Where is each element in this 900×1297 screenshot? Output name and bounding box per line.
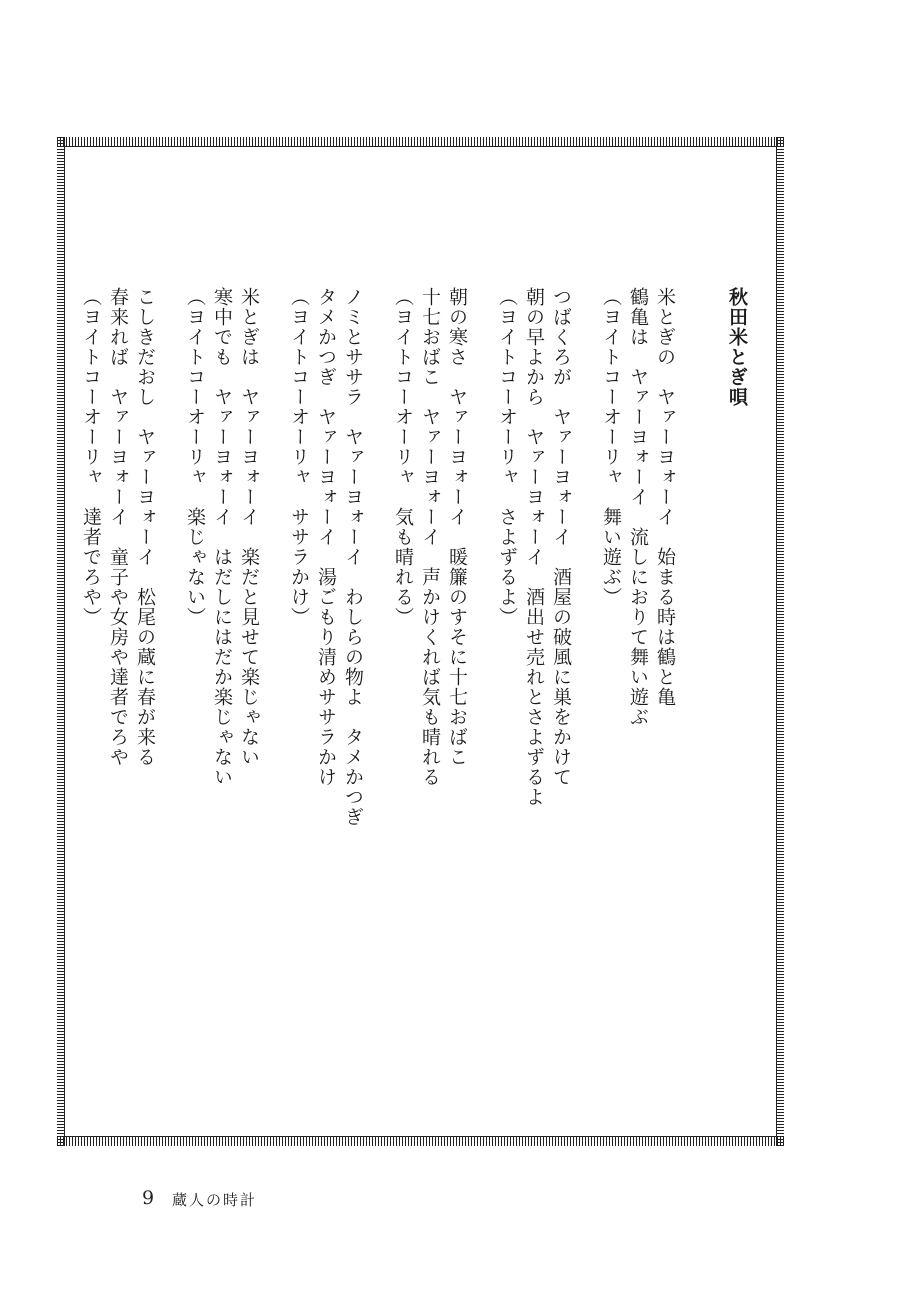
stanza-line: 朝の寒さ ヤァーヨォーイ 暖簾のすそに十七おばこ — [446, 287, 468, 767]
stanza-line: ノミとササラ ヤァーヨォーイ わしらの物よ タメかつぎ — [342, 287, 364, 827]
stanza-line: （ヨイトコーオーリャ 舞い遊ぶ） — [600, 287, 622, 607]
stanza-line: 朝の早よから ヤァーヨォーイ 酒出せ売れとさよずるよ — [523, 287, 545, 807]
stanza-line: 春来れば ヤァーヨォーイ 童子や女房や達者でろや — [107, 287, 129, 767]
stanza-line: 米とぎの ヤァーヨォーイ 始まる時は鶴と亀 — [654, 287, 676, 707]
stanza-line: （ヨイトコーオーリャ ササラかけ） — [288, 287, 310, 627]
running-footer-title: 蔵人の時計 — [172, 1191, 258, 1209]
stanza-line: 鶴亀は ヤァーヨォーイ 流しにおりて舞い遊ぶ — [627, 287, 649, 727]
stanza-5 — [181, 287, 262, 807]
stanza-line: （ヨイトコーオーリャ さよずるよ） — [496, 287, 518, 627]
frame-left-edge — [57, 137, 65, 1146]
stanza-line: （ヨイトコーオーリャ 楽じゃない） — [184, 287, 206, 627]
stanza-3 — [389, 287, 470, 807]
poem-title: 秋田米とぎ唄 — [726, 287, 748, 407]
frame-right-edge — [776, 137, 784, 1146]
stanza-line: （ヨイトコーオーリャ 達者でろや） — [80, 287, 102, 627]
stanza-line: 寒中でも ヤァーヨォーイ はだしにはだか楽じゃない — [211, 287, 233, 787]
stanza-line: 十七おばこ ヤァーヨォーイ 声かけくれば気も晴れる — [419, 287, 441, 787]
frame-top-edge — [57, 137, 784, 147]
stanza-4 — [285, 287, 366, 827]
frame-bottom-edge — [57, 1136, 784, 1146]
stanza-2 — [493, 287, 574, 807]
stanza-6 — [77, 287, 158, 807]
poem-body — [77, 287, 750, 827]
stanza-line: 米とぎは ヤァーヨォーイ 楽だと見せて楽じゃない — [238, 287, 260, 767]
stanza-line: タメかつぎ ヤァーヨォーイ 湯ごもり清めササラかけ — [315, 287, 337, 787]
stanza-line: （ヨイトコーオーリャ 気も晴れる） — [392, 287, 414, 627]
stanza-1 — [597, 287, 678, 807]
stanza-line: つばくろが ヤァーヨォーイ 酒屋の破風に巣をかけて — [550, 287, 572, 787]
page-number: 9 — [142, 1187, 155, 1209]
stanza-line: こしきだおし ヤァーヨォーイ 松尾の蔵に春が来る — [134, 287, 156, 767]
